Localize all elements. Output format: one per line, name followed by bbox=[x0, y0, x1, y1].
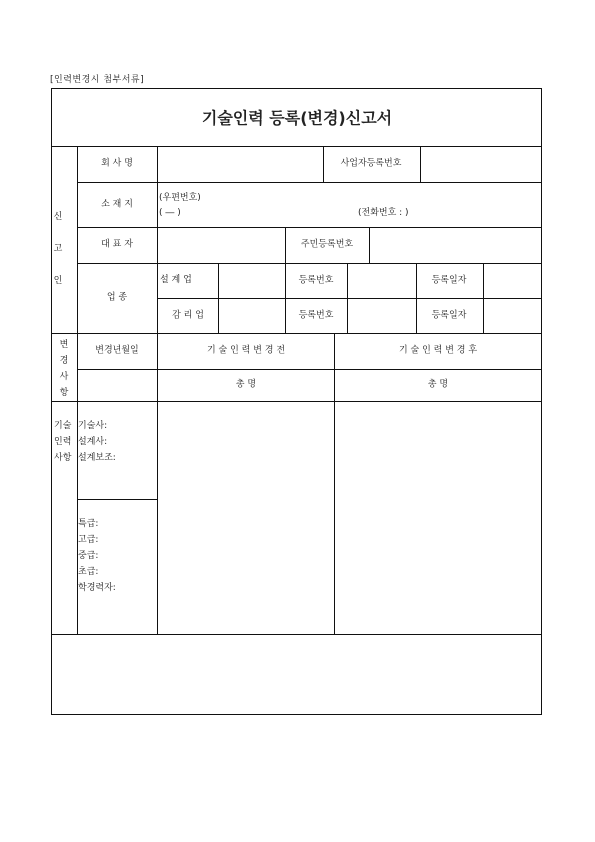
design-regno-label: 등록번호 bbox=[298, 275, 334, 286]
line-row-rep bbox=[77, 227, 542, 228]
line-col-idno-right bbox=[369, 227, 370, 263]
line-row-business bbox=[77, 263, 542, 264]
design-regdate-label: 등록일자 bbox=[431, 275, 467, 286]
staff-grade-item: 학경력자: bbox=[78, 583, 116, 593]
postal-label: (우편번호) bbox=[159, 193, 201, 203]
staff-type-item: 기술사: bbox=[78, 421, 108, 431]
line-col-bizno-left bbox=[323, 146, 324, 182]
after-label: 기 술 인 력 변 경 후 bbox=[398, 345, 478, 356]
business-label: 업 종 bbox=[106, 292, 128, 303]
staff-grade-item: 중급: bbox=[78, 551, 99, 561]
line-staff-split bbox=[77, 499, 157, 500]
staff-section-label bbox=[54, 418, 76, 466]
supervision-regdate-label: 등록일자 bbox=[431, 310, 467, 321]
postal-format: ( ― ) bbox=[159, 208, 181, 218]
staff-type-item: 설계사: bbox=[78, 437, 108, 447]
form-title: 기술인력 등록(변경)신고서 bbox=[201, 108, 393, 128]
idno-label: 주민등록번호 bbox=[300, 239, 354, 250]
company-label: 회 사 명 bbox=[101, 158, 133, 169]
line-col-biz-a bbox=[218, 263, 219, 333]
design-label: 설 계 업 bbox=[160, 275, 192, 285]
staff-grade-list bbox=[78, 516, 116, 596]
after-total-label: 총 명 bbox=[427, 379, 449, 390]
line-col-before-after bbox=[334, 333, 335, 634]
line-change-mid bbox=[77, 369, 542, 370]
staff-grade-item: 특급: bbox=[78, 519, 99, 529]
line-row-address bbox=[77, 182, 542, 183]
bizno-label: 사업자등록번호 bbox=[340, 158, 402, 169]
line-applicant-bottom bbox=[51, 333, 542, 334]
line-title-bottom bbox=[51, 146, 542, 147]
change-date-label: 변경년월일 bbox=[95, 345, 139, 356]
staff-grade-item: 초급: bbox=[78, 567, 99, 577]
line-col-biz-c bbox=[347, 263, 348, 333]
line-col-biz-e bbox=[483, 263, 484, 333]
supervision-label: 감 리 업 bbox=[172, 310, 204, 321]
line-change-bottom bbox=[51, 401, 542, 402]
attachment-caption: [인력변경시 첨부서류] bbox=[50, 75, 145, 85]
line-col-bizno-right bbox=[420, 146, 421, 182]
line-row-supervision bbox=[157, 298, 542, 299]
phone-label: (전화번호 : ) bbox=[358, 208, 409, 218]
address-label: 소 재 지 bbox=[101, 199, 133, 210]
applicant-section-label bbox=[51, 201, 65, 297]
line-col-label bbox=[157, 146, 158, 634]
staff-type-list bbox=[78, 418, 116, 466]
staff-section-text: 기술인력사항 bbox=[54, 421, 72, 463]
rep-label: 대 표 자 bbox=[101, 239, 133, 250]
line-staff-bottom bbox=[51, 634, 542, 635]
staff-grade-item: 고급: bbox=[78, 535, 99, 545]
before-label: 기 술 인 력 변 경 전 bbox=[206, 345, 286, 356]
line-col-idno-left bbox=[285, 227, 286, 263]
line-col-biz-d bbox=[416, 263, 417, 333]
change-section-label bbox=[57, 337, 71, 401]
before-total-label: 총 명 bbox=[235, 379, 257, 390]
line-col-biz-b bbox=[285, 263, 286, 333]
staff-type-item: 설계보조: bbox=[78, 453, 116, 463]
change-section-text: 변경사항 bbox=[59, 340, 69, 398]
supervision-regno-label: 등록번호 bbox=[298, 310, 334, 321]
applicant-section-text: 신고인 bbox=[53, 212, 63, 286]
